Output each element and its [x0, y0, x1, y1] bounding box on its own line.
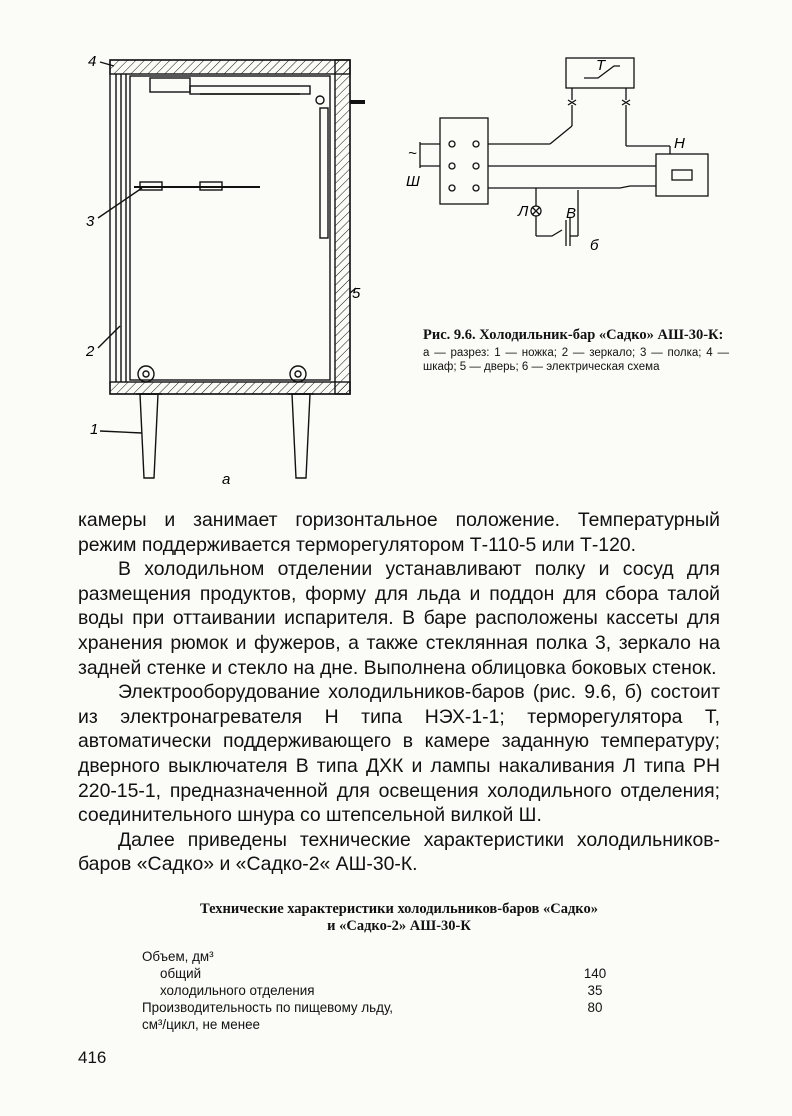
paragraph-3: Электрооборудование холодильников-баров (рис. 9.6, б) состоит из электронагревателя Н типа НЭХ-1-1; терморегулятора Т, автоматически поддерживающего в камере заданную температуру; дверного выключателя В типа ДХК и лампы накаливания Л типа РН 220-15-1, предназначенной для освещения холодильного отделения; соединительного шнура со штепсельной вилкой Ш.	[78, 681, 720, 827]
callout-2: 2	[86, 343, 95, 360]
spec-table-title-line2: и «Садко-2» АШ-30-К	[327, 918, 471, 934]
lamp-label-l: Л	[518, 203, 529, 220]
paragraph-4: Далее приведены технические характеристики холодильников-баров «Садко» и «Садко-2« АШ-30-К.	[78, 828, 720, 876]
spec-row-value: 35	[587, 983, 603, 998]
callout-1: 1	[90, 421, 99, 438]
electrical-scheme	[400, 50, 720, 260]
paragraph-2: В холодильном отделении устанавливают полку и сосуд для размещения продуктов, форму для льда и поддон для сбора талой воды при оттаивании испарителя. В баре расположены кассеты для хранения рюмок и фужеров, а также стеклянная полка 3, зеркало на задней стенке и стекло на дне. Выполнена облицовка боковых стенок.	[78, 558, 720, 679]
callout-5: 5	[352, 285, 361, 302]
caption-legend: а — разрез: 1 — ножка; 2 — зеркало; 3 — полка; 4 — шкаф; 5 — дверь; 6 — электрическая схема	[423, 347, 729, 373]
figure-b-label: б	[590, 237, 599, 254]
figure-caption	[423, 327, 729, 374]
spec-row-value: 80	[587, 1000, 603, 1015]
refrigerator-section-drawing	[80, 48, 380, 488]
plug-label-sh: Ш	[406, 173, 420, 190]
spec-row-label: Объем, дм³	[142, 949, 214, 964]
heater-label-h: Н	[674, 135, 685, 152]
spec-table-title	[78, 901, 720, 935]
spec-table-title-line1: Технические характеристики холодильников-баров «Садко»	[200, 901, 598, 917]
body-text	[78, 508, 720, 877]
spec-row-label: Производительность по пищевому льду,	[142, 1000, 394, 1015]
paragraph-1: камеры и занимает горизонтальное положение. Температурный режим поддерживается терморегулятором Т-110-5 или Т-120.	[78, 509, 720, 556]
callout-3: 3	[86, 213, 95, 230]
spec-row-value: 140	[583, 966, 607, 981]
page-number: 416	[78, 1048, 107, 1067]
figure-a-label: а	[222, 471, 231, 488]
spec-row-label: общий	[160, 966, 202, 981]
switch-label-v: В	[566, 205, 577, 222]
ac-symbol: ~	[408, 145, 417, 162]
caption-title: Рис. 9.6. Холодильник-бар «Садко» АШ-30-К:	[423, 327, 724, 343]
spec-row-label: холодильного отделения	[160, 983, 315, 998]
thermostat-label-t: Т	[596, 57, 606, 74]
spec-row-label: см³/цикл, не менее	[142, 1017, 260, 1032]
callout-4: 4	[88, 53, 97, 70]
